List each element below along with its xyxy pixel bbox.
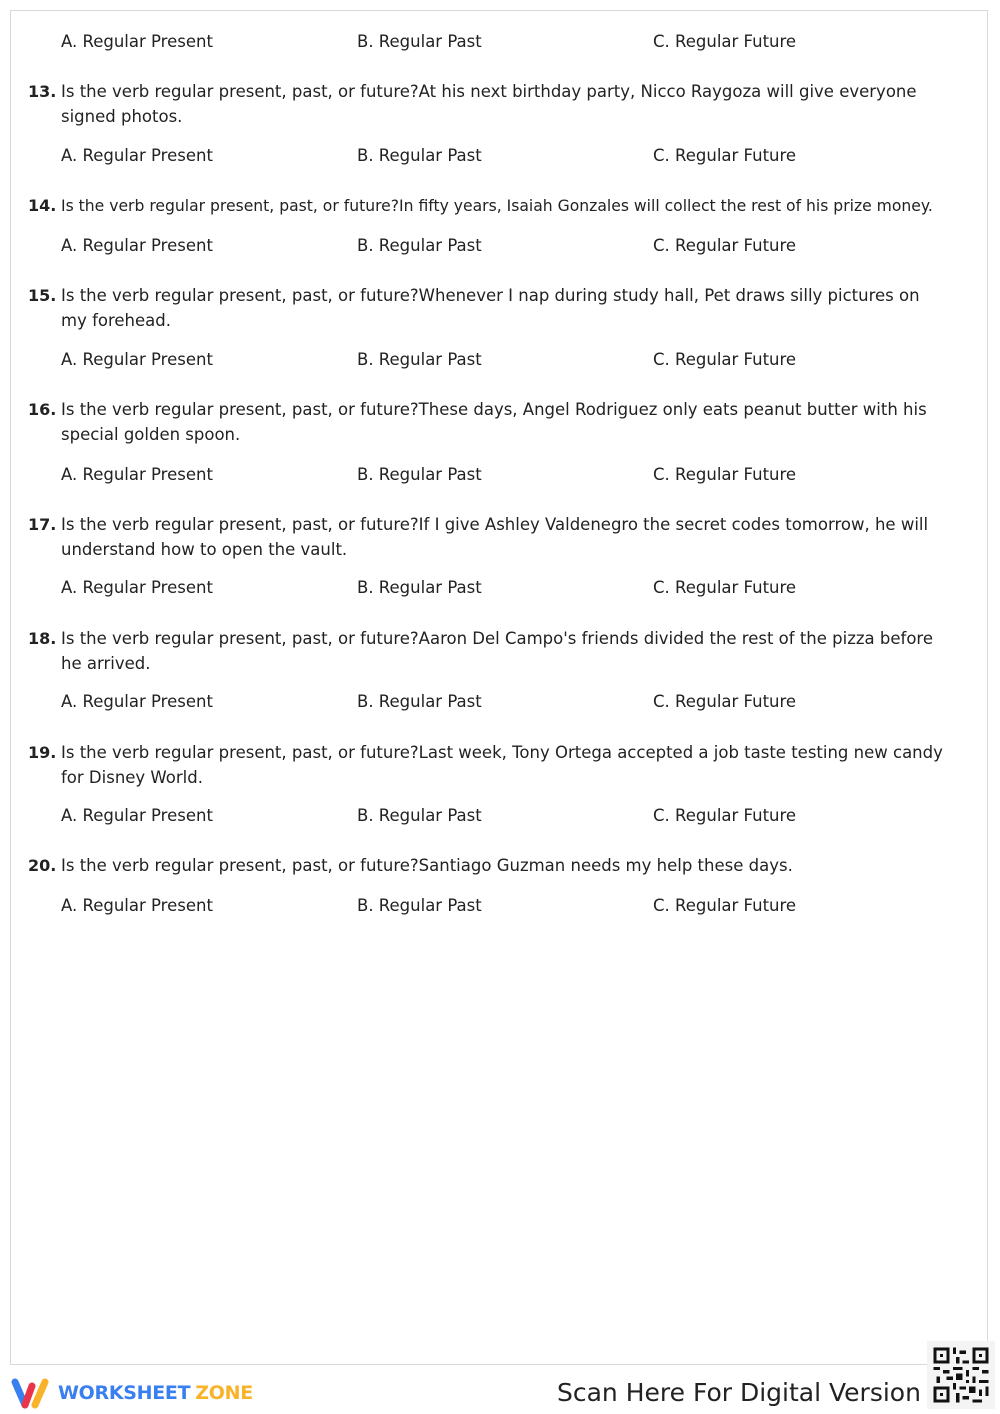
option-c[interactable]: C. Regular Future [653,692,797,711]
option-b[interactable]: B. Regular Past [357,32,482,51]
brand-part-worksheet: WORKSHEET [58,1382,191,1404]
option-b[interactable]: B. Regular Past [357,465,482,484]
question-13 [28,80,948,129]
question-text: Is the verb regular present, past, or future?Santiago Guzman needs my help these days. [61,856,793,875]
option-b[interactable]: B. Regular Past [357,146,482,165]
option-a[interactable]: A. Regular Present [61,806,213,825]
option-c[interactable]: C. Regular Future [653,146,797,165]
question-number: 13. [28,82,57,101]
option-c[interactable]: C. Regular Future [653,465,797,484]
option-b[interactable]: B. Regular Past [357,806,482,825]
question-text: Is the verb regular present, past, or future?Aaron Del Campo's friends divided the rest of the pizza before he arrived. [61,629,933,673]
question-text: Is the verb regular present, past, or future?These days, Angel Rodriguez only eats peanut butter with his special golden spoon. [61,400,927,444]
option-a[interactable]: A. Regular Present [61,236,213,255]
question-number: 17. [28,515,57,534]
worksheet-zone-logo-icon [10,1376,52,1410]
brand-name [58,1382,253,1404]
option-c[interactable]: C. Regular Future [653,350,797,369]
option-a[interactable]: A. Regular Present [61,692,213,711]
option-c[interactable]: C. Regular Future [653,806,797,825]
question-15 [28,284,948,333]
option-b[interactable]: B. Regular Past [357,350,482,369]
question-number: 15. [28,286,57,305]
question-14 [28,194,948,219]
scan-caption: Scan Here For Digital Version [557,1378,921,1407]
question-text: Is the verb regular present, past, or future?If I give Ashley Valdenegro the secret codes tomorrow, he will understand how to open the vault. [61,515,929,559]
answer-options-20 [61,896,961,918]
option-b[interactable]: B. Regular Past [357,692,482,711]
answer-options-12 [61,32,961,54]
question-text: Is the verb regular present, past, or future?Whenever I nap during study hall, Pet draws silly pictures on my forehead. [61,286,920,330]
answer-options-16 [61,465,961,487]
option-a[interactable]: A. Regular Present [61,578,213,597]
answer-options-17 [61,578,961,600]
option-c[interactable]: C. Regular Future [653,896,797,915]
question-number: 19. [28,743,57,762]
question-text: Is the verb regular present, past, or future?In fifty years, Isaiah Gonzales will collect the rest of his prize money. [61,197,933,215]
answer-options-13 [61,146,961,168]
qr-code-icon[interactable] [927,1341,995,1409]
option-a[interactable]: A. Regular Present [61,146,213,165]
option-c[interactable]: C. Regular Future [653,236,797,255]
question-17 [28,513,948,562]
question-number: 20. [28,856,57,875]
question-text: Is the verb regular present, past, or future?Last week, Tony Ortega accepted a job taste testing new candy for Disney World. [61,743,943,787]
option-c[interactable]: C. Regular Future [653,32,797,51]
question-number: 16. [28,400,57,419]
question-16 [28,398,948,447]
answer-options-18 [61,692,961,714]
option-a[interactable]: A. Regular Present [61,465,213,484]
question-18 [28,627,948,676]
answer-options-19 [61,806,961,828]
option-a[interactable]: A. Regular Present [61,32,213,51]
option-a[interactable]: A. Regular Present [61,896,213,915]
option-c[interactable]: C. Regular Future [653,578,797,597]
option-a[interactable]: A. Regular Present [61,350,213,369]
option-b[interactable]: B. Regular Past [357,896,482,915]
option-b[interactable]: B. Regular Past [357,236,482,255]
brand-part-zone: ZONE [195,1382,253,1404]
worksheet-zone-logo[interactable] [10,1376,253,1410]
question-number: 14. [28,196,57,215]
answer-options-15 [61,350,961,372]
question-19 [28,741,948,790]
question-number: 18. [28,629,57,648]
question-text: Is the verb regular present, past, or future?At his next birthday party, Nicco Raygoza will give everyone signed photos. [61,82,917,126]
question-20 [28,854,948,879]
answer-options-14 [61,236,961,258]
option-b[interactable]: B. Regular Past [357,578,482,597]
